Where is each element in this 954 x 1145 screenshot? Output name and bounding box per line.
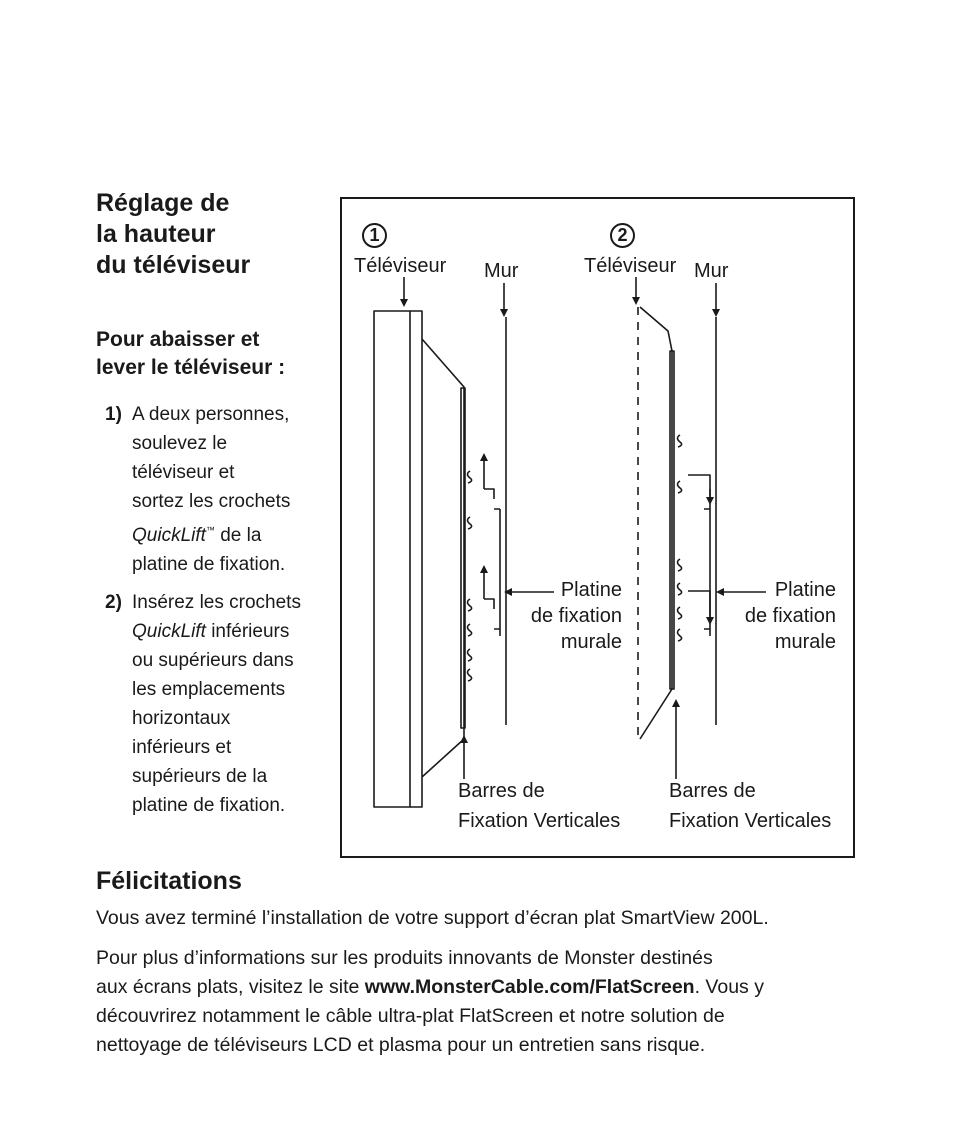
step-line: Insérez les crochets (132, 592, 301, 613)
lift-arrow-1 (484, 573, 494, 609)
step-text (132, 400, 290, 579)
arrowhead (480, 453, 488, 461)
section-subtitle (96, 326, 285, 382)
step-item (105, 588, 337, 820)
step-line (132, 516, 290, 550)
step-item (105, 400, 337, 579)
bars-label-line: Barres de (458, 780, 545, 802)
arrowhead (672, 699, 680, 707)
step-line: platine de fixation. (132, 795, 286, 816)
step-text (132, 588, 301, 820)
insert-arrow-2 (688, 591, 710, 617)
step-line: horizontaux (132, 708, 231, 729)
bars-label-line: Barres de (669, 780, 756, 802)
quicklift-hook-2 (678, 435, 682, 447)
section-subtitle-line: Pour abaisser et (96, 328, 260, 351)
step-line-rest: inférieurs (205, 621, 290, 642)
plate-slot-1 (494, 509, 500, 629)
steps-list (105, 400, 337, 829)
step-line: platine de fixation. (132, 554, 286, 575)
lift-arrow-1 (484, 461, 494, 499)
congrats-paragraph-1: Vous avez terminé l’installation de votre support d’écran plat SmartView 200L. (96, 907, 769, 929)
step-number: 1) (105, 404, 122, 425)
quicklift-hook-1 (468, 471, 472, 483)
quicklift-hook-2 (678, 481, 682, 493)
brand-name: QuickLift (132, 621, 206, 642)
arrowhead (400, 299, 408, 307)
paragraph-text: . Vous y (694, 976, 764, 998)
plate-label-line: de fixation (530, 605, 622, 627)
plate-label-line: Platine (774, 579, 836, 601)
arrowhead (712, 309, 720, 317)
arrowhead (460, 735, 468, 743)
paragraph-line (96, 973, 896, 1002)
step-line: ou supérieurs dans (132, 650, 294, 671)
step-line: les emplacements (132, 679, 286, 700)
arrowhead (706, 497, 714, 505)
paragraph-line: découvrirez notamment le câble ultra-plat FlatScreen et notre solution de (96, 1005, 725, 1027)
plate-label-line: murale (774, 631, 836, 653)
tv-label-2: Téléviseur (584, 255, 677, 277)
tv-body-1 (410, 311, 464, 807)
arrowhead (706, 617, 714, 625)
bars-label-line: Fixation Verticales (669, 810, 832, 832)
quicklift-hook-1 (468, 624, 472, 636)
trademark-symbol: ™ (205, 525, 215, 535)
quicklift-hook-2 (678, 583, 682, 595)
diagram-drawing (342, 199, 857, 860)
quicklift-hook-1 (468, 669, 472, 681)
section-subtitle-line: lever le téléviseur : (96, 356, 286, 379)
quicklift-hook-2 (678, 607, 682, 619)
step-line: sortez les crochets (132, 491, 291, 512)
plate-label-1 (531, 577, 622, 655)
congrats-title: Félicitations (96, 867, 242, 895)
step-line: inférieurs et (132, 737, 232, 758)
step-line: supérieurs de la (132, 766, 268, 787)
panel-2-number: 2 (610, 223, 635, 248)
congrats-paragraph-2 (96, 944, 896, 1060)
quicklift-hook-1 (468, 599, 472, 611)
height-adjustment-diagram (340, 197, 855, 858)
tv-front-panel-1 (374, 311, 410, 807)
arrowhead (480, 565, 488, 573)
paragraph-line: nettoyage de téléviseurs LCD et plasma pour un entretien sans risque. (96, 1034, 706, 1056)
step-line: téléviseur et (132, 462, 235, 483)
plate-label-line: de fixation (744, 605, 836, 627)
bars-label-line: Fixation Verticales (458, 810, 621, 832)
step-number: 2) (105, 592, 122, 613)
plate-slot-2 (704, 509, 710, 629)
paragraph-text: aux écrans plats, visitez le site (96, 976, 365, 998)
paragraph-line: Pour plus d’informations sur les produits innovants de Monster destinés (96, 947, 713, 969)
step-line-rest: de la (214, 525, 262, 546)
tv-body-2 (640, 307, 672, 739)
section-title-line: Réglage de (96, 189, 230, 217)
quicklift-hook-1 (468, 649, 472, 661)
wall-label-1: Mur (484, 260, 519, 282)
wall-label-2: Mur (694, 260, 729, 282)
bars-label-1 (458, 776, 620, 836)
quicklift-hook-1 (468, 517, 472, 529)
plate-label-line: Platine (560, 579, 622, 601)
bars-label-2 (669, 776, 831, 836)
arrowhead (500, 309, 508, 317)
quicklift-hook-2 (678, 629, 682, 641)
arrowhead (716, 588, 724, 596)
step-line: soulevez le (132, 433, 228, 454)
website-link[interactable]: www.MonsterCable.com/FlatScreen (364, 976, 695, 998)
section-title-line: la hauteur (96, 220, 216, 248)
step-line: A deux personnes, (132, 404, 290, 425)
panel-1-number: 1 (362, 223, 387, 248)
brand-name: QuickLift (132, 525, 206, 546)
quicklift-hook-2 (678, 559, 682, 571)
section-title-line: du téléviseur (96, 251, 251, 279)
step-line (132, 617, 301, 646)
tv-mount-bar-1 (461, 388, 465, 728)
tv-label-1: Téléviseur (354, 255, 447, 277)
plate-label-2 (745, 577, 836, 655)
section-title (96, 188, 250, 281)
plate-label-line: murale (560, 631, 622, 653)
insert-arrow-2 (688, 475, 710, 497)
arrowhead (632, 297, 640, 305)
